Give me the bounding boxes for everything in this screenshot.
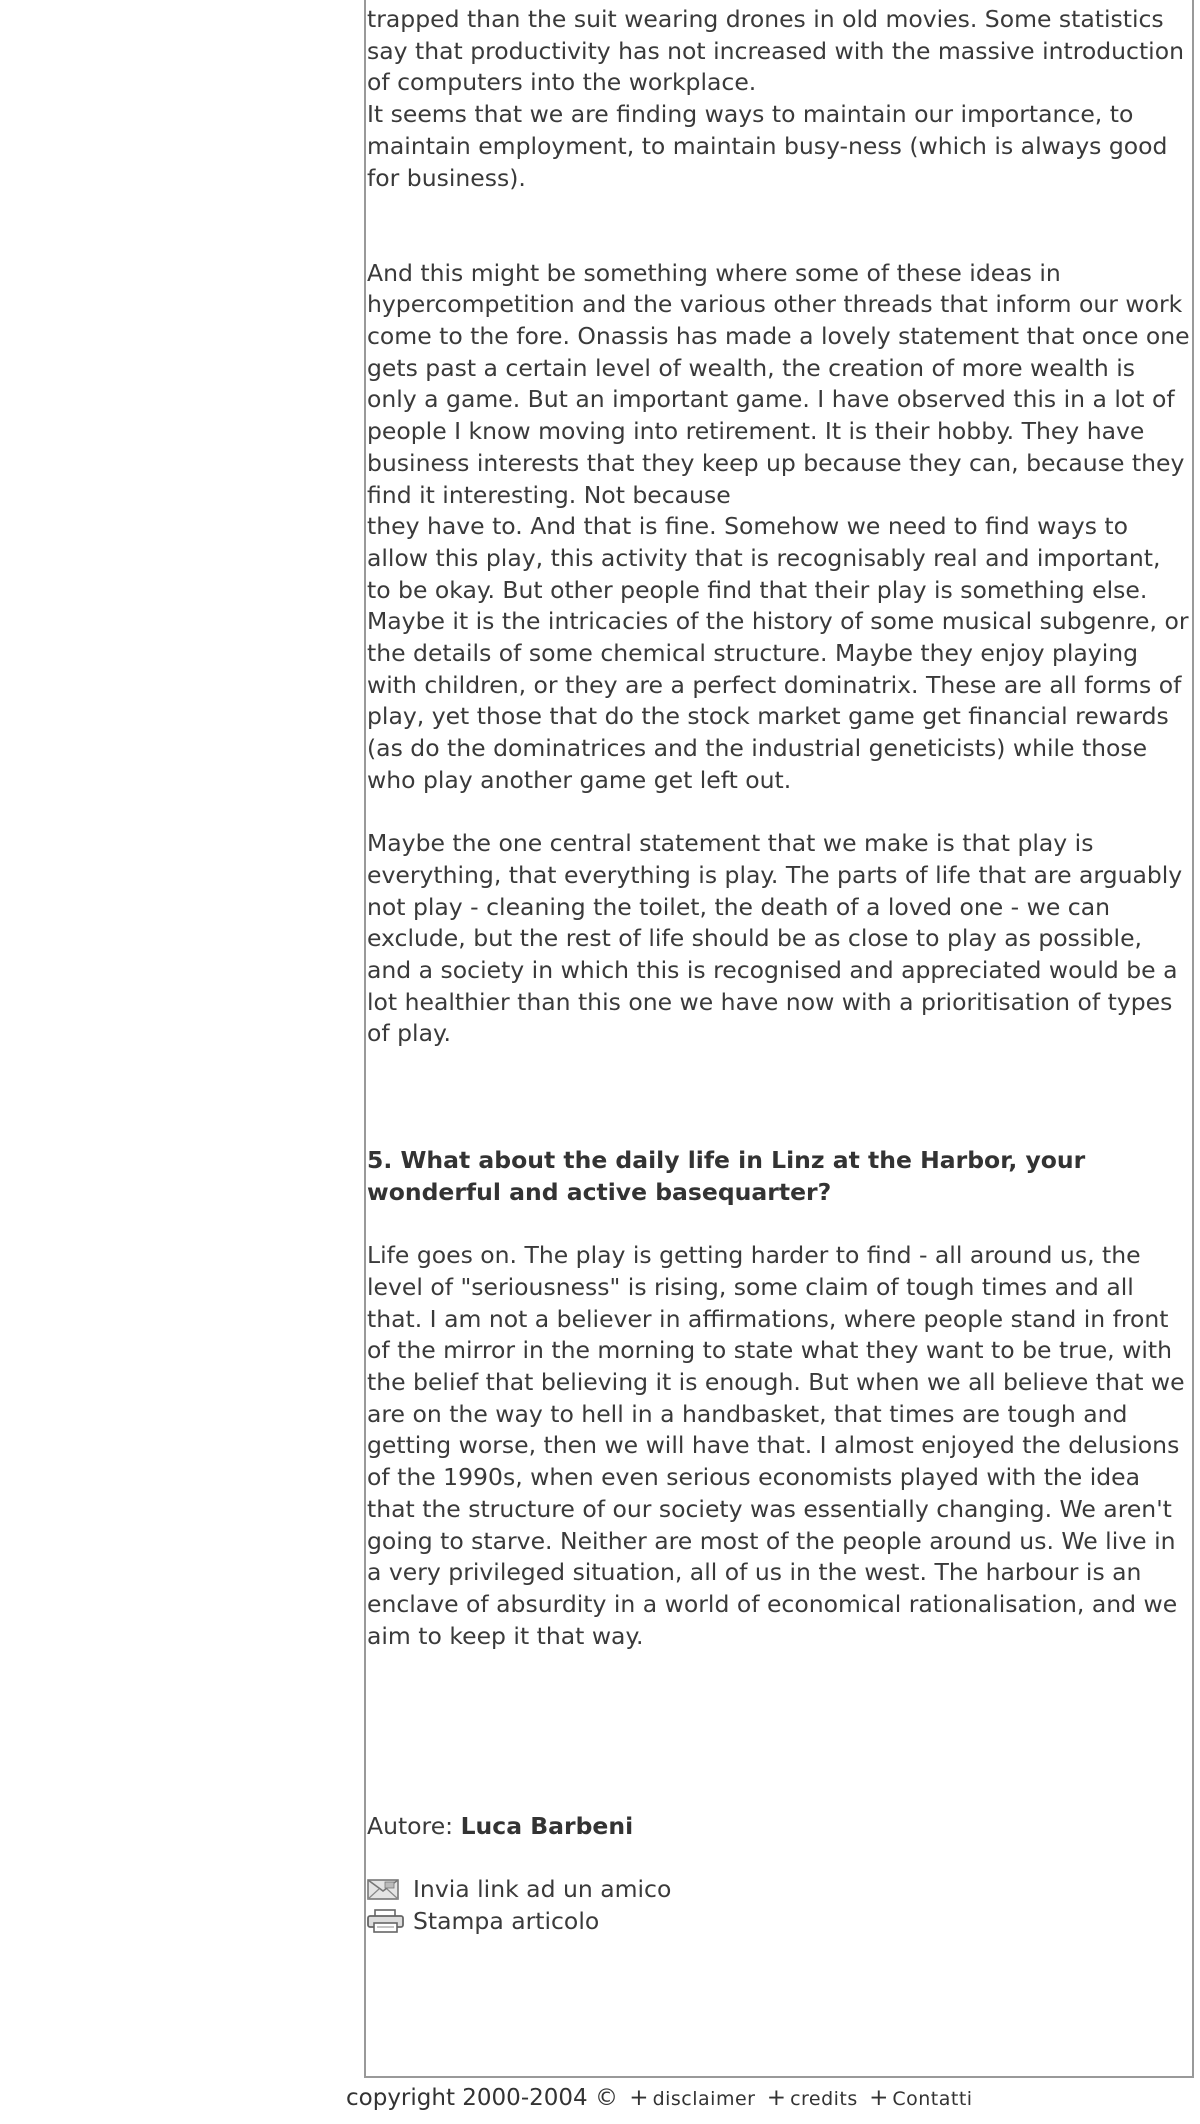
footer-separator: +: [766, 2085, 787, 2111]
paragraph-play-is-everything: Maybe the one central statement that we make is that play is everything, that everything is play. The parts of life that are arguably not play - cleaning the toilet, the death of a loved one - we can exclude, but the rest of life should be as close to play as possible, and a society in which this is recognised and appreciated would be a lot healthier than this one we have now with a prioritisation of types of play.: [367, 829, 1183, 1048]
article-frame: [364, 0, 1194, 2078]
interview-question-5: 5. What about the daily life in Linz at the Harbor, your wonderful and active basequarter?: [367, 1146, 1086, 1206]
disclaimer-link[interactable]: disclaimer: [652, 2088, 756, 2110]
spacer: [367, 1779, 1191, 1811]
spacer: [367, 797, 1191, 829]
author-label: Autore:: [367, 1812, 454, 1841]
paragraph-productivity: trapped than the suit wearing drones in old movies. Some statistics say that productivity has not increased with the massive introduction of computers into the workplace.: [367, 5, 1184, 97]
author-line: [367, 1811, 1191, 1843]
print-article-label[interactable]: Stampa articolo: [413, 1907, 600, 1936]
envelope-icon: [367, 1877, 405, 1903]
spacer: [367, 1843, 1191, 1875]
printer-icon: [367, 1909, 405, 1935]
footer-separator: +: [629, 2085, 649, 2111]
spacer: [367, 1050, 1191, 1145]
paragraph-busyness: It seems that we are finding ways to maintain our importance, to maintain employment, to maintain busy-ness (which is always good for business).: [367, 100, 1168, 192]
footer-separator: +: [869, 2085, 889, 2111]
author-name: Luca Barbeni: [460, 1812, 634, 1841]
paragraph-forms-of-play: they have to. And that is fine. Somehow we need to find ways to allow this play, this activity that is recognisably real and important, to be okay. But other people find that their play is something else. Maybe it is the intricacies of the history of some musical subgenre, or the details of some chemical structure. Maybe they enjoy playing with children, or they are a perfect dominatrix. These are all forms of play, yet those that do the stock market game get financial rewards (as do the dominatrices and the industrial geneticists) while those who play another game get left out.: [367, 512, 1189, 794]
send-link-button[interactable]: [367, 1874, 1191, 1906]
spacer: [367, 194, 1191, 257]
print-article-button[interactable]: [367, 1906, 1191, 1938]
spacer: [367, 1209, 1191, 1241]
spacer: [367, 1652, 1191, 1779]
copyright-text: copyright 2000-2004 ©: [346, 2085, 618, 2111]
paragraph-onassis: And this might be something where some of these ideas in hypercompetition and the various other threads that inform our work come to the fore. Onassis has made a lovely statement that once one gets past a certain level of wealth, the creation of more wealth is only a game. But an important game. I have observed this in a lot of: [367, 258, 1190, 414]
interview-answer-5: Life goes on. The play is getting harder to find - all around us, the level of "seriousness" is rising, some claim of tough times and all that. I am not a believer in affirmations, where people stand in front of the mirror in the morning to state what they want to be true, with the belief that believing it is enough. But when we all believe that we are on the way to hell in a handbasket, that times are tough and getting worse, then we will have that. I almost enjoyed the delusions of the 1990s, when even serious economists played with the idea that the structure of our society was essentially changing. We aren't going to starve. Neither are most of the people around us. We live in a very privileged situation, all of us in the west. The harbour is an enclave of absurdity in a world of economical rationalisation, and we aim to keep it that way.: [367, 1241, 1185, 1650]
contacts-link[interactable]: Contatti: [892, 2088, 973, 2110]
paragraph-retirement: people I know moving into retirement. It is their hobby. They have business interests that they keep up because they can, because they find it interesting. Not because: [367, 417, 1185, 509]
send-link-label[interactable]: Invia link ad un amico: [413, 1875, 672, 1904]
article-body: [367, 4, 1191, 1938]
credits-link[interactable]: credits: [790, 2088, 858, 2110]
site-footer: [346, 2082, 1186, 2114]
